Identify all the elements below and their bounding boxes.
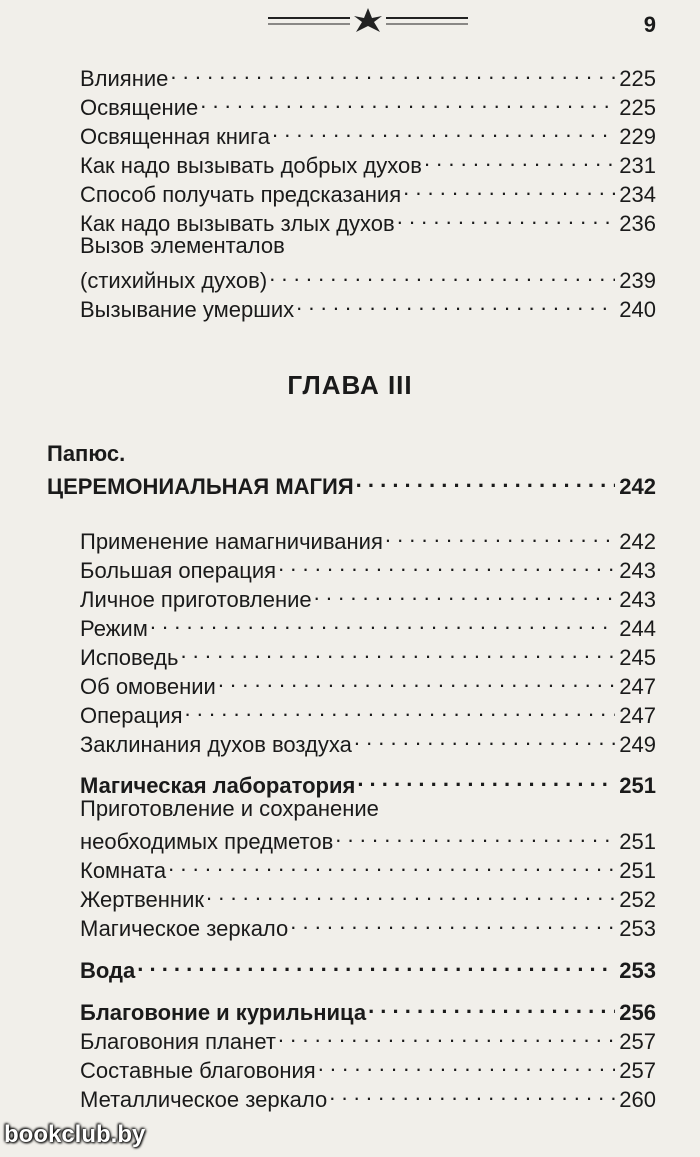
fleuron-icon xyxy=(268,4,468,40)
toc-entry-page: 240 xyxy=(619,297,656,322)
toc-entry-title: Влияние xyxy=(80,66,169,91)
header-ornament xyxy=(0,4,700,44)
toc-entry-title: Заклинания духов воздуха xyxy=(80,732,352,757)
toc-entry-title-line1: Приготовление и сохранение xyxy=(80,796,379,821)
toc-entry-page: 244 xyxy=(619,616,656,641)
toc-entry-title: Режим xyxy=(80,616,148,641)
toc-entry-page: 252 xyxy=(619,887,656,912)
toc-entry-title: (стихийных духов) xyxy=(80,268,268,293)
page-number: 9 xyxy=(643,12,656,37)
toc-entry-title: Как надо вызывать добрых духов xyxy=(80,153,422,178)
toc-entry-page: 257 xyxy=(619,1058,656,1083)
toc-entry-title: Комната xyxy=(80,858,167,883)
toc-section xyxy=(47,466,656,501)
toc-entry xyxy=(80,1079,656,1114)
toc-section-title: ЦЕРЕМОНИАЛЬНАЯ МАГИЯ xyxy=(47,474,354,499)
toc-entry-title: Как надо вызывать злых духов xyxy=(80,211,395,236)
toc-subsection-page: 256 xyxy=(619,1000,656,1025)
toc-entry-title: Способ получать предсказания xyxy=(80,182,402,207)
toc-entry-page: 225 xyxy=(619,66,656,91)
toc-subsection-title: Вода xyxy=(80,958,136,983)
toc-subsection-page: 251 xyxy=(619,773,656,798)
toc-entry-title: Исповедь xyxy=(80,645,179,670)
toc-entry-title: Благовония планет xyxy=(80,1029,276,1054)
toc-entry-title: Освящение xyxy=(80,95,199,120)
toc-entry-title: Об омовении xyxy=(80,674,216,699)
toc-entry-page: 251 xyxy=(619,858,656,883)
toc-entry-page: 247 xyxy=(619,703,656,728)
toc-entry-page: 239 xyxy=(619,268,656,293)
toc-entry-title: Личное приготовление xyxy=(80,587,312,612)
toc-subsection-title: Благовоние и курильница xyxy=(80,1000,367,1025)
toc-entry-page: 236 xyxy=(619,211,656,236)
toc-entry-title: Жертвенник xyxy=(80,887,204,912)
toc-entry-page: 243 xyxy=(619,558,656,583)
toc-entry-page: 245 xyxy=(619,645,656,670)
section-author: Папюс. xyxy=(47,441,126,466)
toc-entry-page: 229 xyxy=(619,124,656,149)
toc-entry-page: 247 xyxy=(619,674,656,699)
toc-entry-page: 243 xyxy=(619,587,656,612)
toc-entry-title: Освященная книга xyxy=(80,124,270,149)
toc-entry-page: 225 xyxy=(619,95,656,120)
toc-entry-page: 242 xyxy=(619,529,656,554)
watermark-text: bookclub.by xyxy=(4,1121,146,1148)
toc-entry xyxy=(80,289,656,324)
toc-entry-title: Операция xyxy=(80,703,183,728)
toc-section-page: 242 xyxy=(619,474,656,499)
toc-entry-page: 251 xyxy=(619,829,656,854)
toc-entry-page: 260 xyxy=(619,1087,656,1112)
toc-entry xyxy=(80,908,656,943)
toc-entry xyxy=(80,724,656,759)
toc-entry-page: 249 xyxy=(619,732,656,757)
toc-entry-title: Составные благовония xyxy=(80,1058,316,1083)
toc-entry-title-line1: Вызов элементалов xyxy=(80,233,285,258)
toc-entry-title: Применение намагничивания xyxy=(80,529,383,554)
toc-subsection-title: Магическая лаборатория xyxy=(80,773,356,798)
toc-entry-title: Металлическое зеркало xyxy=(80,1087,328,1112)
toc-entry-page: 257 xyxy=(619,1029,656,1054)
toc-entry-page: 231 xyxy=(619,153,656,178)
toc-entry-title: Большая операция xyxy=(80,558,277,583)
toc-subsection xyxy=(80,950,656,985)
toc-entry-title: необходимых предметов xyxy=(80,829,334,854)
toc-entry-title: Вызывание умерших xyxy=(80,297,295,322)
chapter-heading: ГЛАВА III xyxy=(287,370,413,400)
toc-entry-title: Магическое зеркало xyxy=(80,916,289,941)
toc-subsection-page: 253 xyxy=(619,958,656,983)
toc-entry-page: 253 xyxy=(619,916,656,941)
toc-entry-page: 234 xyxy=(619,182,656,207)
